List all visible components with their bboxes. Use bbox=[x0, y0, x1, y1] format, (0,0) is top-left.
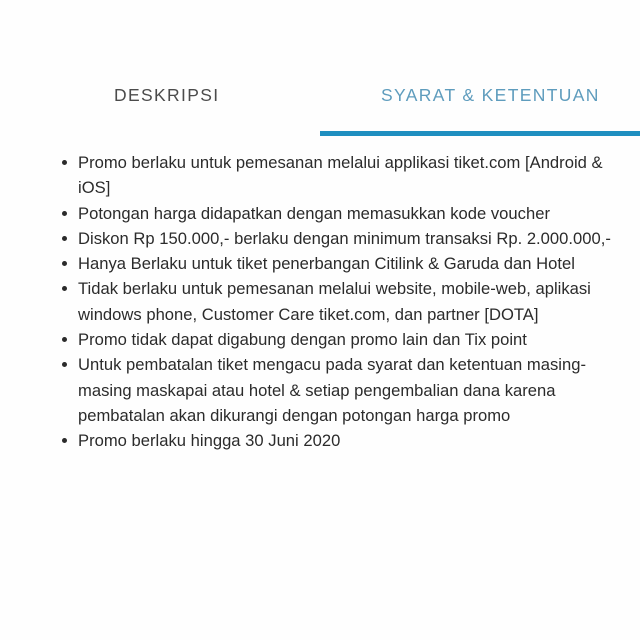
tab-deskripsi[interactable]: DESKRIPSI bbox=[114, 85, 220, 105]
list-item: Promo tidak dapat digabung dengan promo lain dan Tix point bbox=[56, 327, 636, 352]
tab-bar bbox=[0, 84, 640, 136]
list-item: Diskon Rp 150.000,- berlaku dengan minimum transaksi Rp. 2.000.000,- bbox=[56, 226, 636, 251]
list-item: Tidak berlaku untuk pemesanan melalui website, mobile-web, aplikasi windows phone, Customer Care tiket.com, dan partner [DOTA] bbox=[56, 276, 636, 327]
tab-syarat-ketentuan[interactable]: SYARAT & KETENTUAN bbox=[381, 85, 600, 105]
active-tab-underline bbox=[320, 131, 640, 136]
list-item: Untuk pembatalan tiket mengacu pada syarat dan ketentuan masing-masing maskapai atau hotel & setiap pengembalian dana karena pembatalan akan dikurangi dengan potongan harga promo bbox=[56, 352, 636, 428]
list-item: Potongan harga didapatkan dengan memasukkan kode voucher bbox=[56, 201, 636, 226]
list-item: Promo berlaku untuk pemesanan melalui applikasi tiket.com [Android & iOS] bbox=[56, 150, 636, 201]
terms-list bbox=[56, 150, 636, 454]
list-item: Hanya Berlaku untuk tiket penerbangan Citilink & Garuda dan Hotel bbox=[56, 251, 636, 276]
list-item: Promo berlaku hingga 30 Juni 2020 bbox=[56, 428, 636, 453]
